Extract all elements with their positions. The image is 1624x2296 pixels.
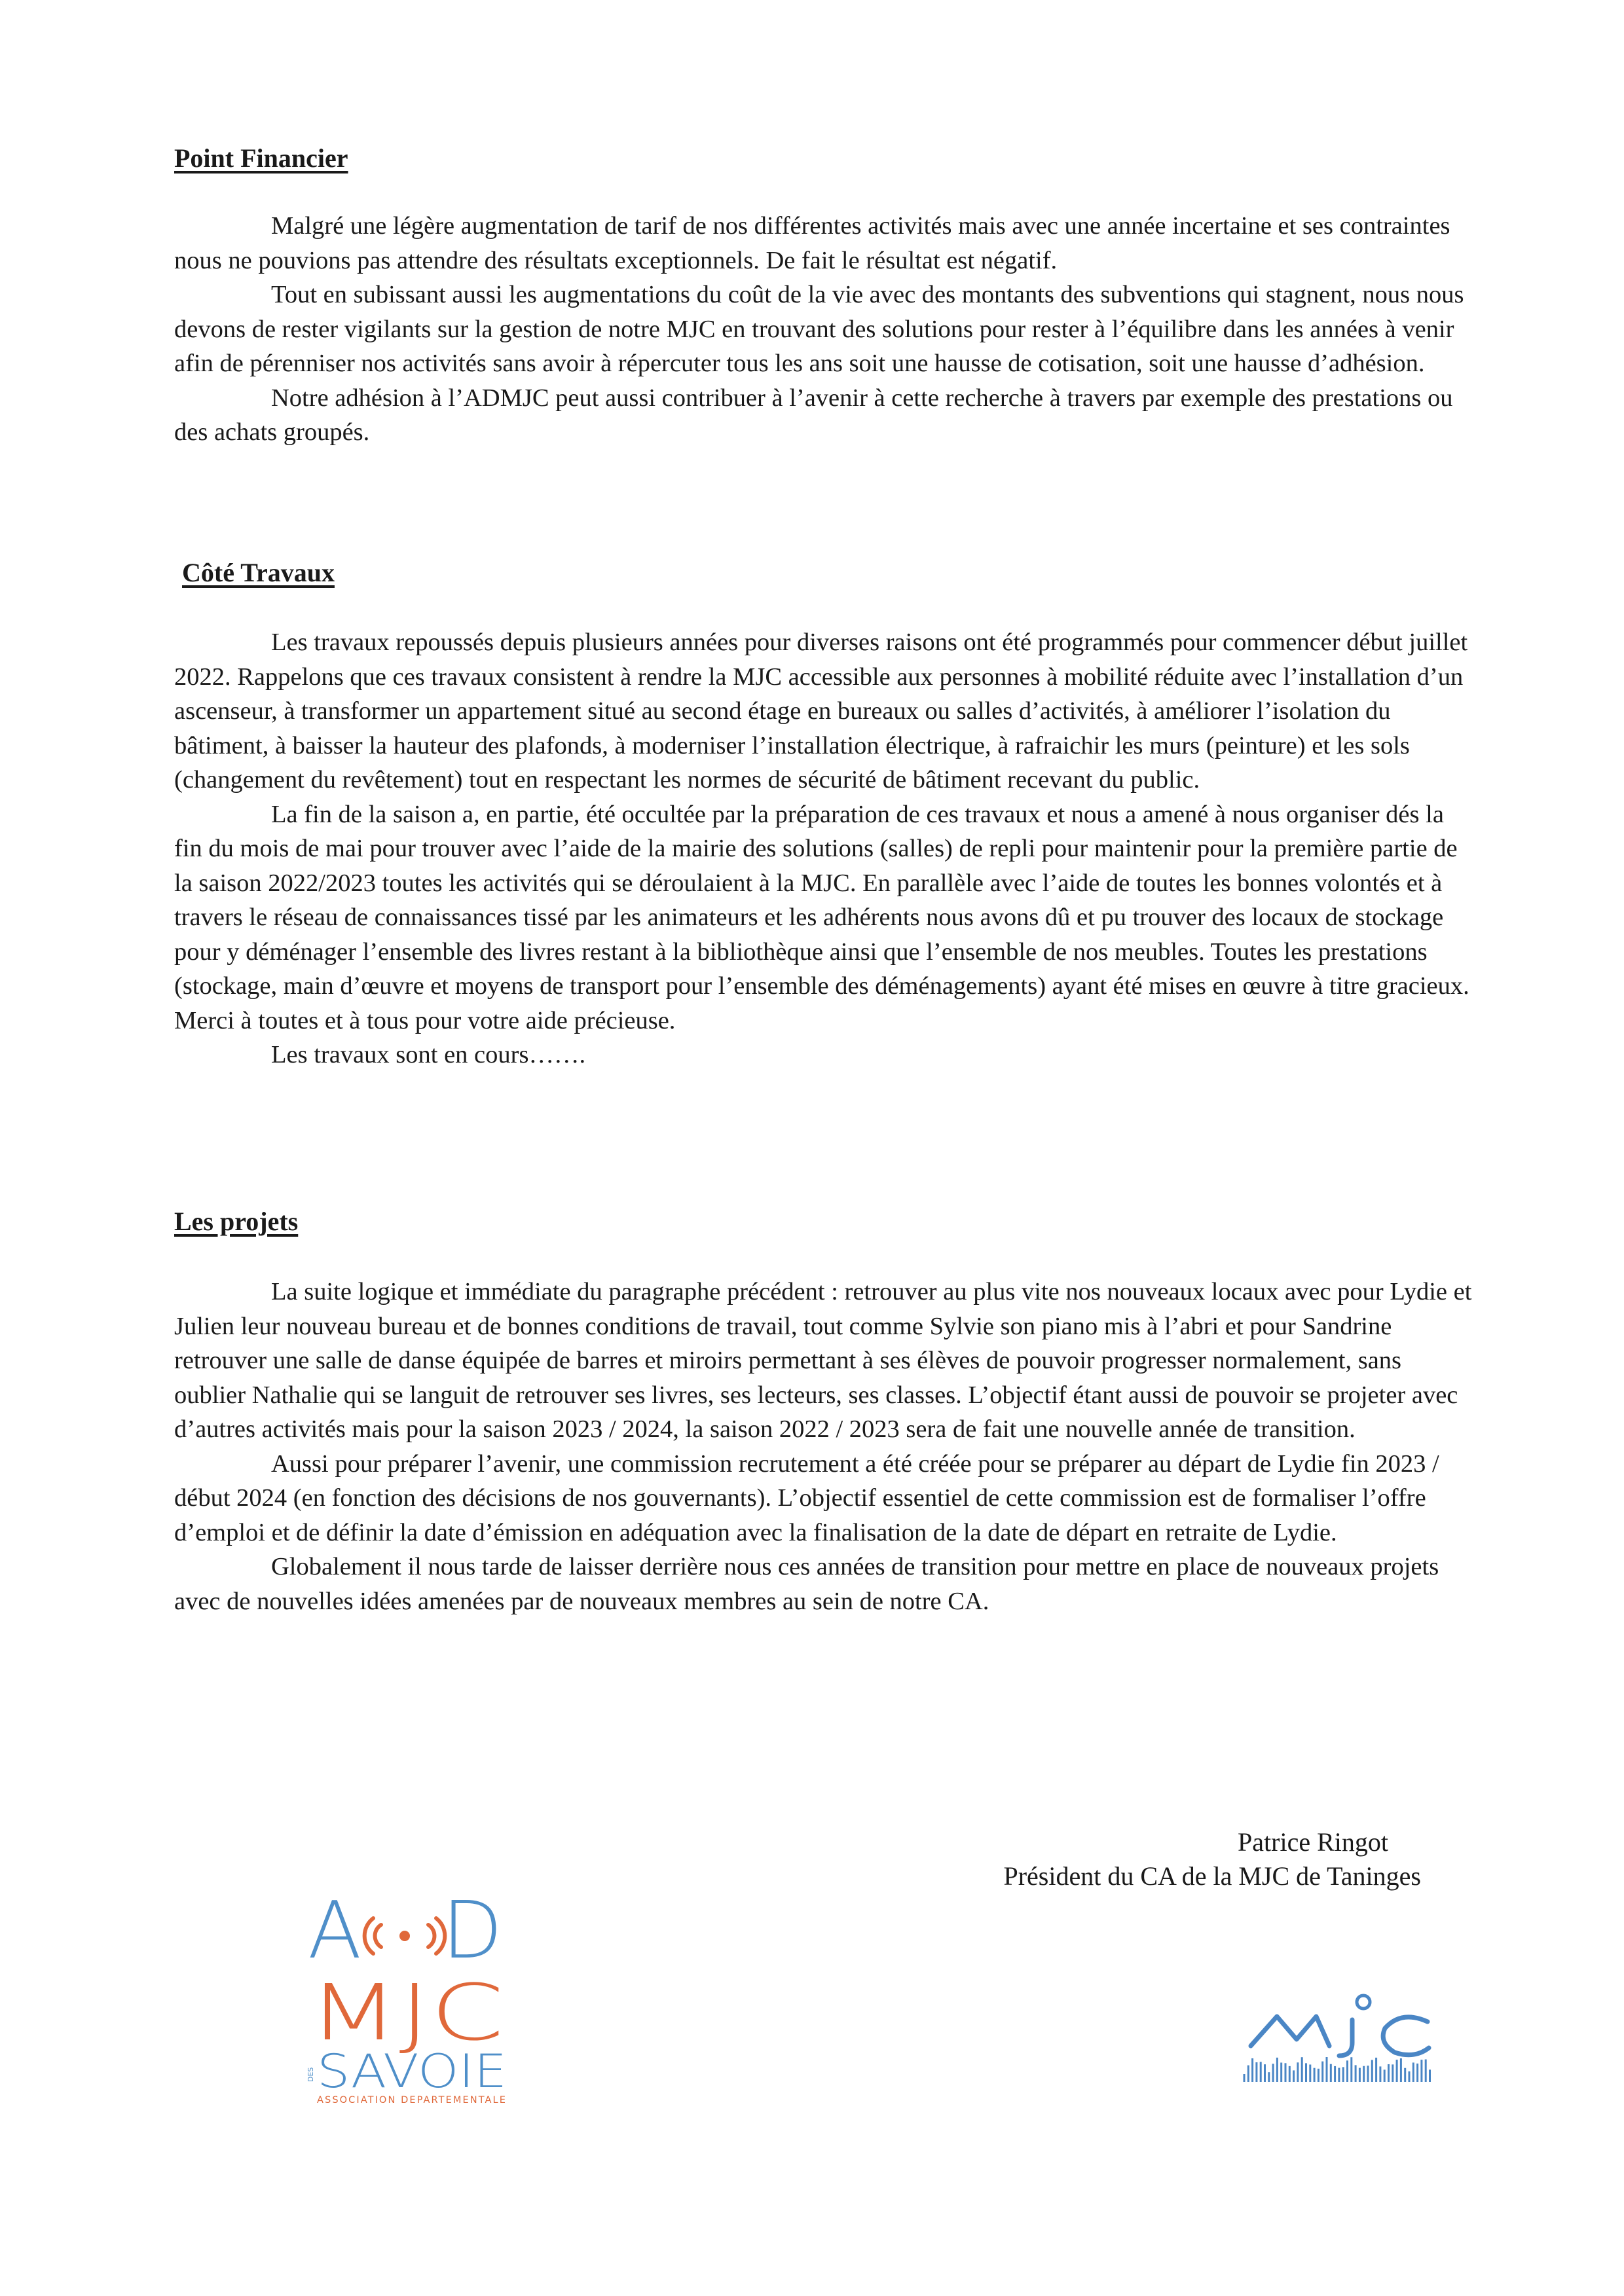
section-title-travaux: Côté Travaux [182,558,335,587]
mjc-sound-bars-icon [1244,2057,1430,2082]
paragraph-travaux-1: Les travaux repoussés depuis plusieurs années pour diverses raisons ont été programmés pour commencer début juillet 2022. Rappelons que ces travaux consistent à rendre la MJC accessible aux personnes à mobilité réduite avec l’installation d’un ascenseur, à transformer un appartement situé au second étage en bureaux ou salles d’activités, à améliorer l’isolation du bâtiment, à baisser la hauteur des plafonds, à moderniser l’installation électrique, à rafraichir les murs (peinture) et les sols (changement du revêtement) tout en respectant les normes de sécurité de bâtiment recevant du public. [174,629,1468,793]
admjc-letter-d: D [442,1886,503,1977]
admjc-savoie-text: SAVOIE [317,2045,507,2098]
paragraph-financier-2: Tout en subissant aussi les augmentations du coût de la vie avec des montants des subventions qui stagnent, nous nous devons de rester vigilants sur la gestion de notre MJC en trouvant des solutions pour rester à l’équilibre dans les années à venir afin de pérenniser nos activités sans avoir à répercuter tous les ans soit une hausse de cotisation, soit une hausse d’adhésion. [174,281,1464,377]
admjc-des-text: DES [306,2067,315,2082]
mjc-taninges-logo-graphic [1238,1990,1447,2095]
section-body-projets [174,1275,1477,1618]
paragraph-projets-2: Aussi pour préparer l’avenir, une commission recrutement a été créée pour se préparer au départ de Lydie fin 2023 / début 2024 (en fonction des décisions de nos gouvernants). L’objectif essentiel de cette commission est de formaliser l’offre d’emploi et de définir la date d’émission en adéquation avec la finalisation de la date de départ en retraite de Lydie. [174,1449,1439,1546]
paragraph-projets-3: Globalement il nous tarde de laisser derrière nous ces années de transition pour mettre en place de nouveaux projets avec de nouvelles idées amenées par de nouveaux membres au sein de notre CA. [174,1553,1439,1615]
mjc-figure-head-icon [1357,1995,1370,2009]
admjc-tagline-text: ASSOCIATION DEPARTEMENTALE [317,2095,507,2105]
paragraph-financier-3: Notre adhésion à l’ADMJC peut aussi contribuer à l’avenir à cette recherche à travers par exemple des prestations ou des achats groupés. [174,384,1453,446]
signature-role: Président du CA de la MJC de Taninges [1003,1861,1421,1891]
paragraph-travaux-3: Les travaux sont en cours……. [271,1041,586,1068]
paragraph-projets-1: La suite logique et immédiate du paragraphe précédent : retrouver au plus vite nos nouveaux locaux avec pour Lydie et Julien leur nouveau bureau et de bonnes conditions de travail, tout comme Sylvie son piano mis à l’abri et pour Sandrine retrouver une salle de danse équipée de barres et miroirs permettant à ses élèves de pouvoir progresser normalement, sans oublier Nathalie qui se languit de retrouver ses livres, ses lecteurs, ses classes. L’objectif étant aussi de pouvoir se projeter avec d’autres activités mais pour la saison 2023 / 2024, la saison 2022 / 2023 sera de fait une nouvelle année de transition. [174,1278,1472,1443]
paragraph-financier-1: Malgré une légère augmentation de tarif de nos différentes activités mais avec une année incertaine et ses contraintes nous ne pouvions pas attendre des résultats exceptionnels. De fait le résultat est négatif. [174,212,1450,274]
admjc-letter-a: A [308,1886,362,1977]
signature-name: Patrice Ringot [1238,1827,1388,1857]
section-body-travaux [174,625,1477,1072]
mjc-taninges-logo [1238,1990,1447,2095]
admjc-savoie-logo [308,1886,517,2121]
mjc-letters-icon [1251,2016,1429,2056]
admjc-logo-graphic [308,1886,517,2121]
section-body-financier [174,209,1477,450]
signal-dot-icon [399,1931,410,1941]
admjc-mjc-text: MJC [308,1967,504,2058]
section-title-financier: Point Financier [174,143,348,173]
paragraph-travaux-2: La fin de la saison a, en partie, été occultée par la préparation de ces travaux et nous a amené à nous organiser dés la fin du mois de mai pour trouver avec l’aide de la mairie des solutions (salles) de repli pour maintenir pour la première partie de la saison 2022/2023 toutes les activités qui se déroulaient à la MJC. En parallèle avec l’aide de toutes les bonnes volontés et à travers le réseau de connaissances tissé par les animateurs et les adhérents nous avons dû et pu trouver des locaux de stockage pour y déménager l’ensemble des livres restant à la bibliothèque ainsi que l’ensemble de nos meubles. Toutes les prestations (stockage, main d’œuvre et moyens de transport pour l’ensemble des déménagements) ayant été mises en œuvre à titre gracieux. Merci à toutes et à tous pour votre aide précieuse. [174,800,1469,1034]
signature-block [851,1825,1421,1893]
section-title-projets: Les projets [174,1207,299,1236]
